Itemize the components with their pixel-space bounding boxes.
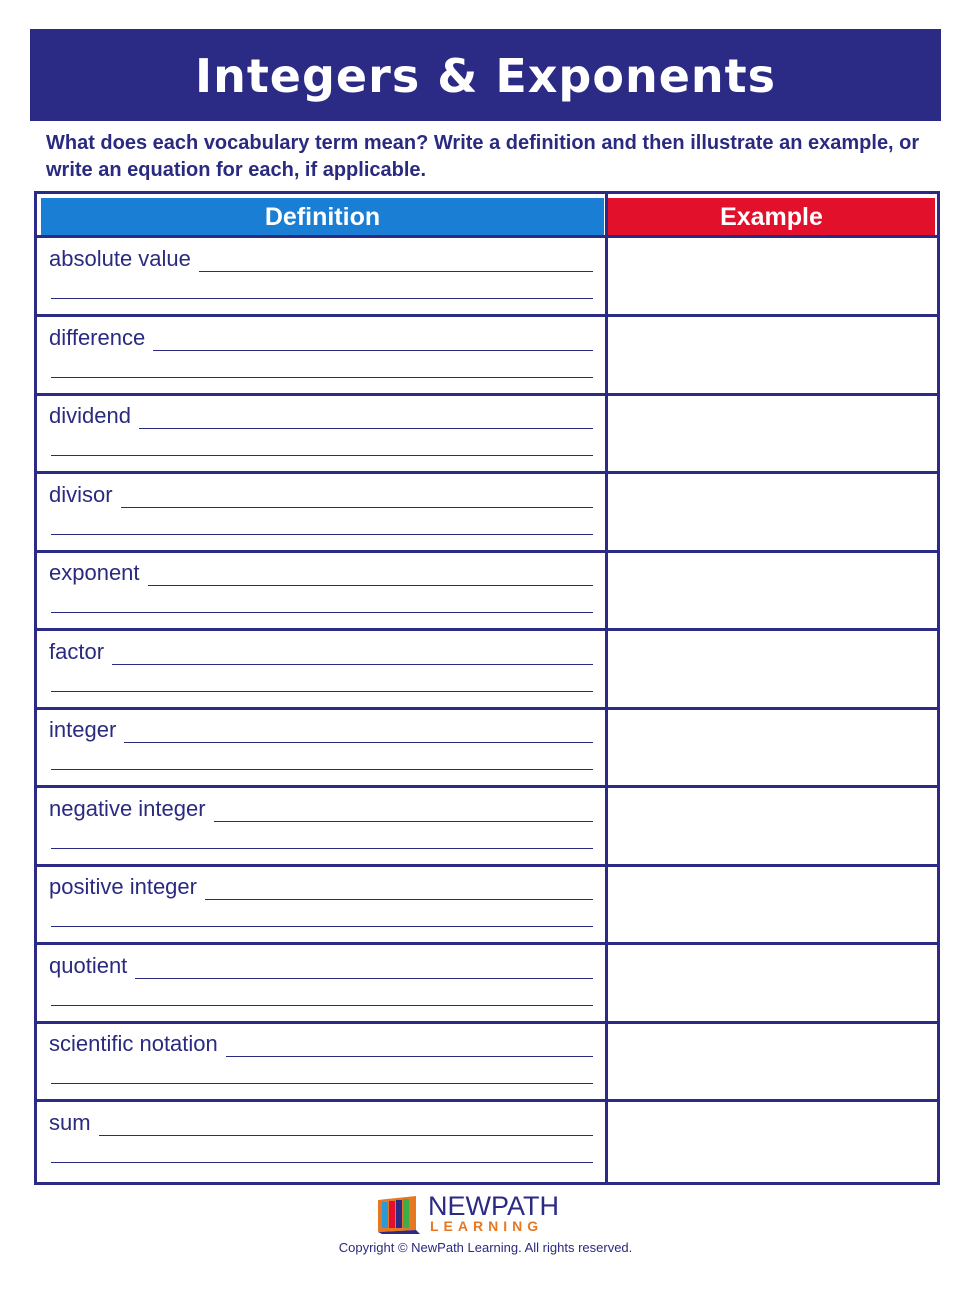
definition-write-line[interactable] — [124, 720, 593, 743]
definition-write-line[interactable] — [121, 485, 593, 508]
instructions-text: What does each vocabulary term mean? Write a definition and then illustrate an example, or write an equation for each, if applicable. — [46, 132, 920, 181]
definition-write-line[interactable] — [51, 848, 593, 849]
definition-write-line[interactable] — [214, 799, 593, 822]
definition-write-line[interactable] — [205, 877, 593, 900]
definition-write-line[interactable] — [135, 956, 593, 979]
vocabulary-term: divisor — [49, 481, 113, 507]
definition-cell[interactable] — [49, 560, 593, 586]
example-cell[interactable] — [608, 788, 937, 864]
definition-write-line[interactable] — [51, 534, 593, 535]
title-banner — [30, 29, 941, 121]
definition-cell[interactable] — [49, 953, 593, 979]
table-row — [37, 552, 937, 630]
table-row — [37, 866, 937, 944]
example-cell[interactable] — [608, 395, 937, 471]
definition-cell[interactable] — [49, 403, 593, 429]
vocabulary-term: sum — [49, 1109, 91, 1135]
definition-write-line[interactable] — [199, 249, 593, 272]
logo-learning-text: LEARNING — [430, 1218, 544, 1234]
definition-write-line[interactable] — [51, 1005, 593, 1006]
table-row — [37, 395, 937, 473]
vocabulary-term: quotient — [49, 952, 128, 978]
newpath-logo — [376, 1192, 576, 1236]
definition-cell[interactable] — [49, 1031, 593, 1057]
definition-write-line[interactable] — [51, 1083, 593, 1084]
definition-write-line[interactable] — [51, 691, 593, 692]
vocabulary-term: scientific notation — [49, 1031, 218, 1056]
definition-cell[interactable] — [49, 1110, 593, 1136]
vocabulary-term: difference — [49, 324, 146, 350]
table-row — [37, 1023, 937, 1101]
page-title: Integers & Exponents — [194, 49, 777, 103]
vocabulary-term: negative integer — [49, 795, 206, 821]
table-row — [37, 474, 937, 552]
example-cell[interactable] — [608, 552, 937, 628]
vocabulary-term: factor — [49, 638, 105, 664]
example-column-header: Example — [608, 198, 935, 236]
vocabulary-term: positive integer — [49, 874, 197, 899]
definition-write-line[interactable] — [51, 298, 593, 299]
table-row — [37, 317, 937, 395]
definition-write-line[interactable] — [51, 926, 593, 927]
example-cell[interactable] — [608, 709, 937, 785]
definition-write-line[interactable] — [51, 377, 593, 378]
definition-column-header: Definition — [41, 198, 604, 236]
definition-write-line[interactable] — [51, 769, 593, 770]
definition-cell[interactable] — [49, 482, 593, 508]
definition-cell[interactable] — [49, 796, 593, 822]
example-cell[interactable] — [608, 866, 937, 942]
definition-write-line[interactable] — [51, 1162, 593, 1163]
example-cell[interactable] — [608, 1102, 937, 1178]
definition-cell[interactable] — [49, 325, 593, 351]
definition-cell[interactable] — [49, 717, 593, 743]
copyright-text: Copyright © NewPath Learning. All rights reserved. — [338, 1240, 633, 1255]
logo-newpath-text: NEWPATH — [428, 1191, 559, 1221]
definition-cell[interactable] — [49, 246, 593, 272]
table-row — [37, 945, 937, 1023]
definition-cell[interactable] — [49, 639, 593, 665]
definition-write-line[interactable] — [148, 563, 593, 586]
example-cell[interactable] — [608, 317, 937, 393]
definition-write-line[interactable] — [51, 612, 593, 613]
definition-write-line[interactable] — [51, 455, 593, 456]
table-row — [37, 238, 937, 316]
definition-cell[interactable] — [49, 874, 593, 900]
vocabulary-table — [34, 191, 940, 1185]
definition-write-line[interactable] — [139, 406, 593, 429]
definition-write-line[interactable] — [99, 1113, 593, 1136]
definition-write-line[interactable] — [112, 642, 593, 665]
example-cell[interactable] — [608, 1023, 937, 1099]
vocabulary-term: integer — [49, 717, 117, 742]
vocabulary-term: absolute value — [49, 246, 191, 271]
table-row — [37, 631, 937, 709]
vocabulary-term: dividend — [49, 403, 131, 428]
definition-write-line[interactable] — [153, 328, 593, 351]
definition-write-line[interactable] — [226, 1034, 593, 1057]
table-row — [37, 709, 937, 787]
books-logo-icon — [376, 1194, 422, 1234]
table-row — [37, 1102, 937, 1180]
example-cell[interactable] — [608, 631, 937, 707]
example-cell[interactable] — [608, 238, 937, 314]
example-cell[interactable] — [608, 474, 937, 550]
example-cell[interactable] — [608, 945, 937, 1021]
vocabulary-term: exponent — [49, 560, 140, 585]
table-row — [37, 788, 937, 866]
